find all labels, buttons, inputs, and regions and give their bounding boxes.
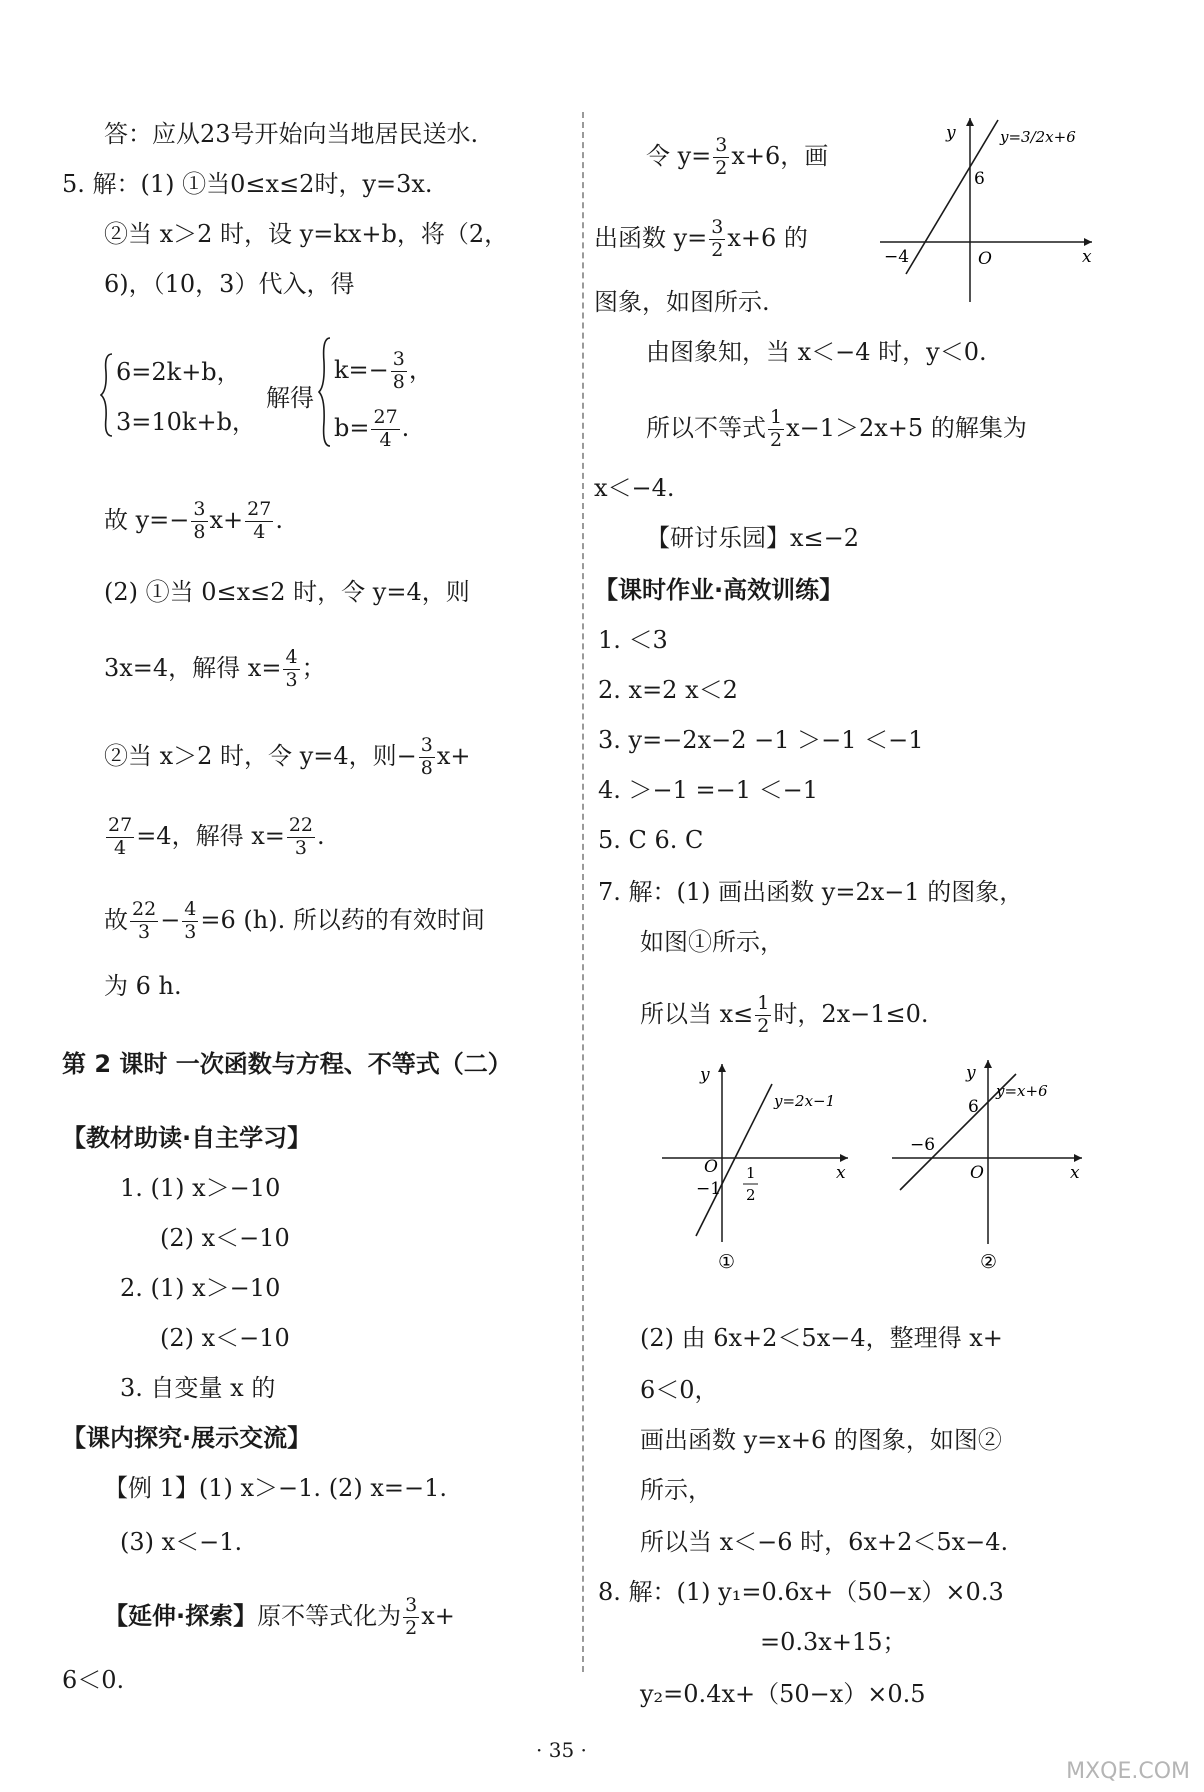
list-item: 1. ＜3 [598,626,668,654]
q5-part2-line3: ②当 x＞2 时，令 y=4，则− $\frac{3}{8}$ x+ [104,734,471,779]
line-label: y=3/2x+6 [1000,128,1076,146]
line-label: y=x+6 [996,1082,1048,1100]
q8-line3: y₂=0.4x+（50−x）×0.5 [640,1680,926,1708]
q5-case2-line2: 6)，（10，3）代入，得 [104,270,355,298]
fraction: $\frac{4}{3}$ [285,646,298,691]
section-title-explore: 【课内探究·展示交流】 [62,1424,312,1452]
q7-line2: 如图①所示， [640,928,784,956]
q5-part2-line6: 为 6 h. [104,972,182,1000]
fraction: $\frac{3}{2}$ [711,216,724,261]
x-intercept-denominator: 2 [746,1186,756,1204]
q7-line3: 所以当 x≤ $\frac{1}{2}$ 时，2x−1≤0. [640,992,929,1037]
fraction: $\frac{27}{4}$ [373,406,398,451]
figure-caption: ② [980,1251,998,1273]
q7-part2-line1: (2) 由 6x+2＜5x−4，整理得 x+ [640,1324,1003,1352]
system-eq2: 3=10k+b， [116,408,256,436]
x-axis-label: x [836,1163,846,1183]
example1-line1: 【例 1】(1) x＞−1. (2) x=−1. [104,1474,447,1502]
fraction: $\frac{3}{2}$ [715,134,728,179]
answer-line: 答：应从23号开始向当地居民送水. [104,120,479,148]
fraction: $\frac{1}{2}$ [757,992,770,1037]
fraction: $\frac{22}{3}$ [288,814,314,859]
list-item: 4. ＞−1 =−1 ＜−1 [598,776,819,804]
extension-line1: 【延伸·探索】原不等式化为 $\frac{3}{2}$ x+ [104,1594,455,1639]
fraction: $\frac{3}{8}$ [392,348,405,393]
right-line5: 所以不等式 $\frac{1}{2}$ x−1＞2x+5 的解集为 [646,406,1027,451]
x-axis-label: x [1070,1163,1080,1183]
y-intercept-label: −1 [696,1179,722,1199]
right-line1: 令 y= $\frac{3}{2}$ x+6，画 [646,134,829,179]
right-line2: 出函数 y= $\frac{3}{2}$ x+6 的 [594,216,808,261]
solution-b: b= $\frac{27}{4}$ . [334,406,410,451]
watermark: MXQE.COM [1066,1759,1190,1784]
fraction: $\frac{4}{3}$ [184,898,197,943]
x-intercept-label: −4 [884,247,910,267]
x-intercept-label: −6 [910,1135,936,1155]
q7-part2-line5: 所以当 x＜−6 时，6x+2＜5x−4. [640,1528,1009,1556]
list-item: 3. y=−2x−2 −1 ＞−1 ＜−1 [598,726,924,754]
x-axis-arrow [1084,238,1092,246]
list-item: 1. (1) x＞−10 [120,1174,281,1202]
q8-line1: 8. 解：(1) y₁=0.6x+（50−x）×0.3 [598,1578,1004,1606]
solve-word: 解得 [266,384,314,412]
q5-part2-line1: (2) ①当 0≤x≤2 时，令 y=4，则 [104,578,470,606]
fraction: $\frac{27}{4}$ [247,498,272,543]
solution-brace [318,336,332,448]
right-line6: x＜−4. [594,474,675,502]
q5-part2-line5: 故 $\frac{22}{3}$ − $\frac{4}{3}$ =6 (h). 所以药的有效时间 [104,898,485,943]
list-item: 3. 自变量 x 的 [120,1374,276,1402]
discussion-answer: 【研讨乐园】x≤−2 [646,524,860,552]
list-item: (2) x＜−10 [160,1324,290,1352]
list-item: (2) x＜−10 [160,1224,290,1252]
y-intercept-label: 6 [974,169,985,189]
right-line4: 由图象知，当 x＜−4 时，y＜0. [646,338,987,366]
fraction: $\frac{1}{2}$ [770,406,783,451]
graph-figure-2 [880,1050,1100,1280]
fraction: $\frac{3}{8}$ [193,498,206,543]
q7-line1: 7. 解：(1) 画出函数 y=2x−1 的图象， [598,878,1024,906]
x-axis-arrow [840,1154,848,1162]
list-item: 2. (1) x＞−10 [120,1274,281,1302]
origin-label: O [970,1163,984,1183]
origin-label: O [978,249,992,269]
column-divider [582,112,584,1672]
graph-figure-1 [650,1050,860,1280]
q7-part2-line4: 所示， [640,1476,712,1504]
y-axis-label: y [700,1065,710,1085]
fraction: $\frac{22}{3}$ [132,898,157,943]
figure-caption: ① [718,1251,736,1273]
extension-line2: 6＜0. [62,1666,125,1694]
y-axis-label: y [946,123,956,143]
right-line3: 图象，如图所示. [594,288,770,316]
fraction: $\frac{3}{2}$ [405,1594,418,1639]
list-item: 5. C 6. C [598,826,704,854]
q5-result: 故 y=− $\frac{3}{8}$ x+ $\frac{27}{4}$ . [104,498,283,543]
x-axis-arrow [1074,1154,1082,1162]
q5-case2-line1: ②当 x＞2 时，设 y=kx+b，将（2， [104,220,509,248]
lesson-title: 第 2 课时 一次函数与方程、不等式（二） [62,1050,512,1078]
y-axis-arrow [984,1060,992,1068]
q5-head: 5. 解：(1) ①当0≤x≤2时，y=3x. [62,170,433,198]
graph-y-eq-3-2x-plus-6 [870,112,1100,312]
y-axis-label: y [966,1063,976,1083]
fraction: $\frac{27}{4}$ [108,814,133,859]
x-axis-label: x [1082,247,1092,267]
section-title-homework: 【课时作业·高效训练】 [594,576,844,604]
q8-line2: =0.3x+15； [760,1628,907,1656]
fraction: $\frac{3}{8}$ [420,734,433,779]
y-intercept-label: 6 [968,1097,979,1117]
solution-k: k=− $\frac{3}{8}$ ， [334,348,433,393]
y-axis-arrow [966,118,974,126]
page-number: · 35 · [536,1738,587,1762]
x-intercept-numerator: 1 [746,1164,756,1182]
system-eq1: 6=2k+b， [116,358,241,386]
origin-label: O [704,1157,718,1177]
left-brace [100,352,114,438]
list-item: 2. x=2 x＜2 [598,676,738,704]
q7-part2-line3: 画出函数 y=x+6 的图象，如图② [640,1426,1002,1454]
section-title-self-study: 【教材助读·自主学习】 [62,1124,312,1152]
q5-part2-line4: $\frac{27}{4}$ =4，解得 x= $\frac{22}{3}$ . [108,814,325,859]
example1-line2: (3) x＜−1. [120,1528,243,1556]
q5-part2-line2: 3x=4，解得 x= $\frac{4}{3}$ ； [104,646,326,691]
q7-part2-line2: 6＜0， [640,1376,719,1404]
line-label: y=2x−1 [774,1092,836,1110]
y-axis-arrow [718,1064,726,1072]
